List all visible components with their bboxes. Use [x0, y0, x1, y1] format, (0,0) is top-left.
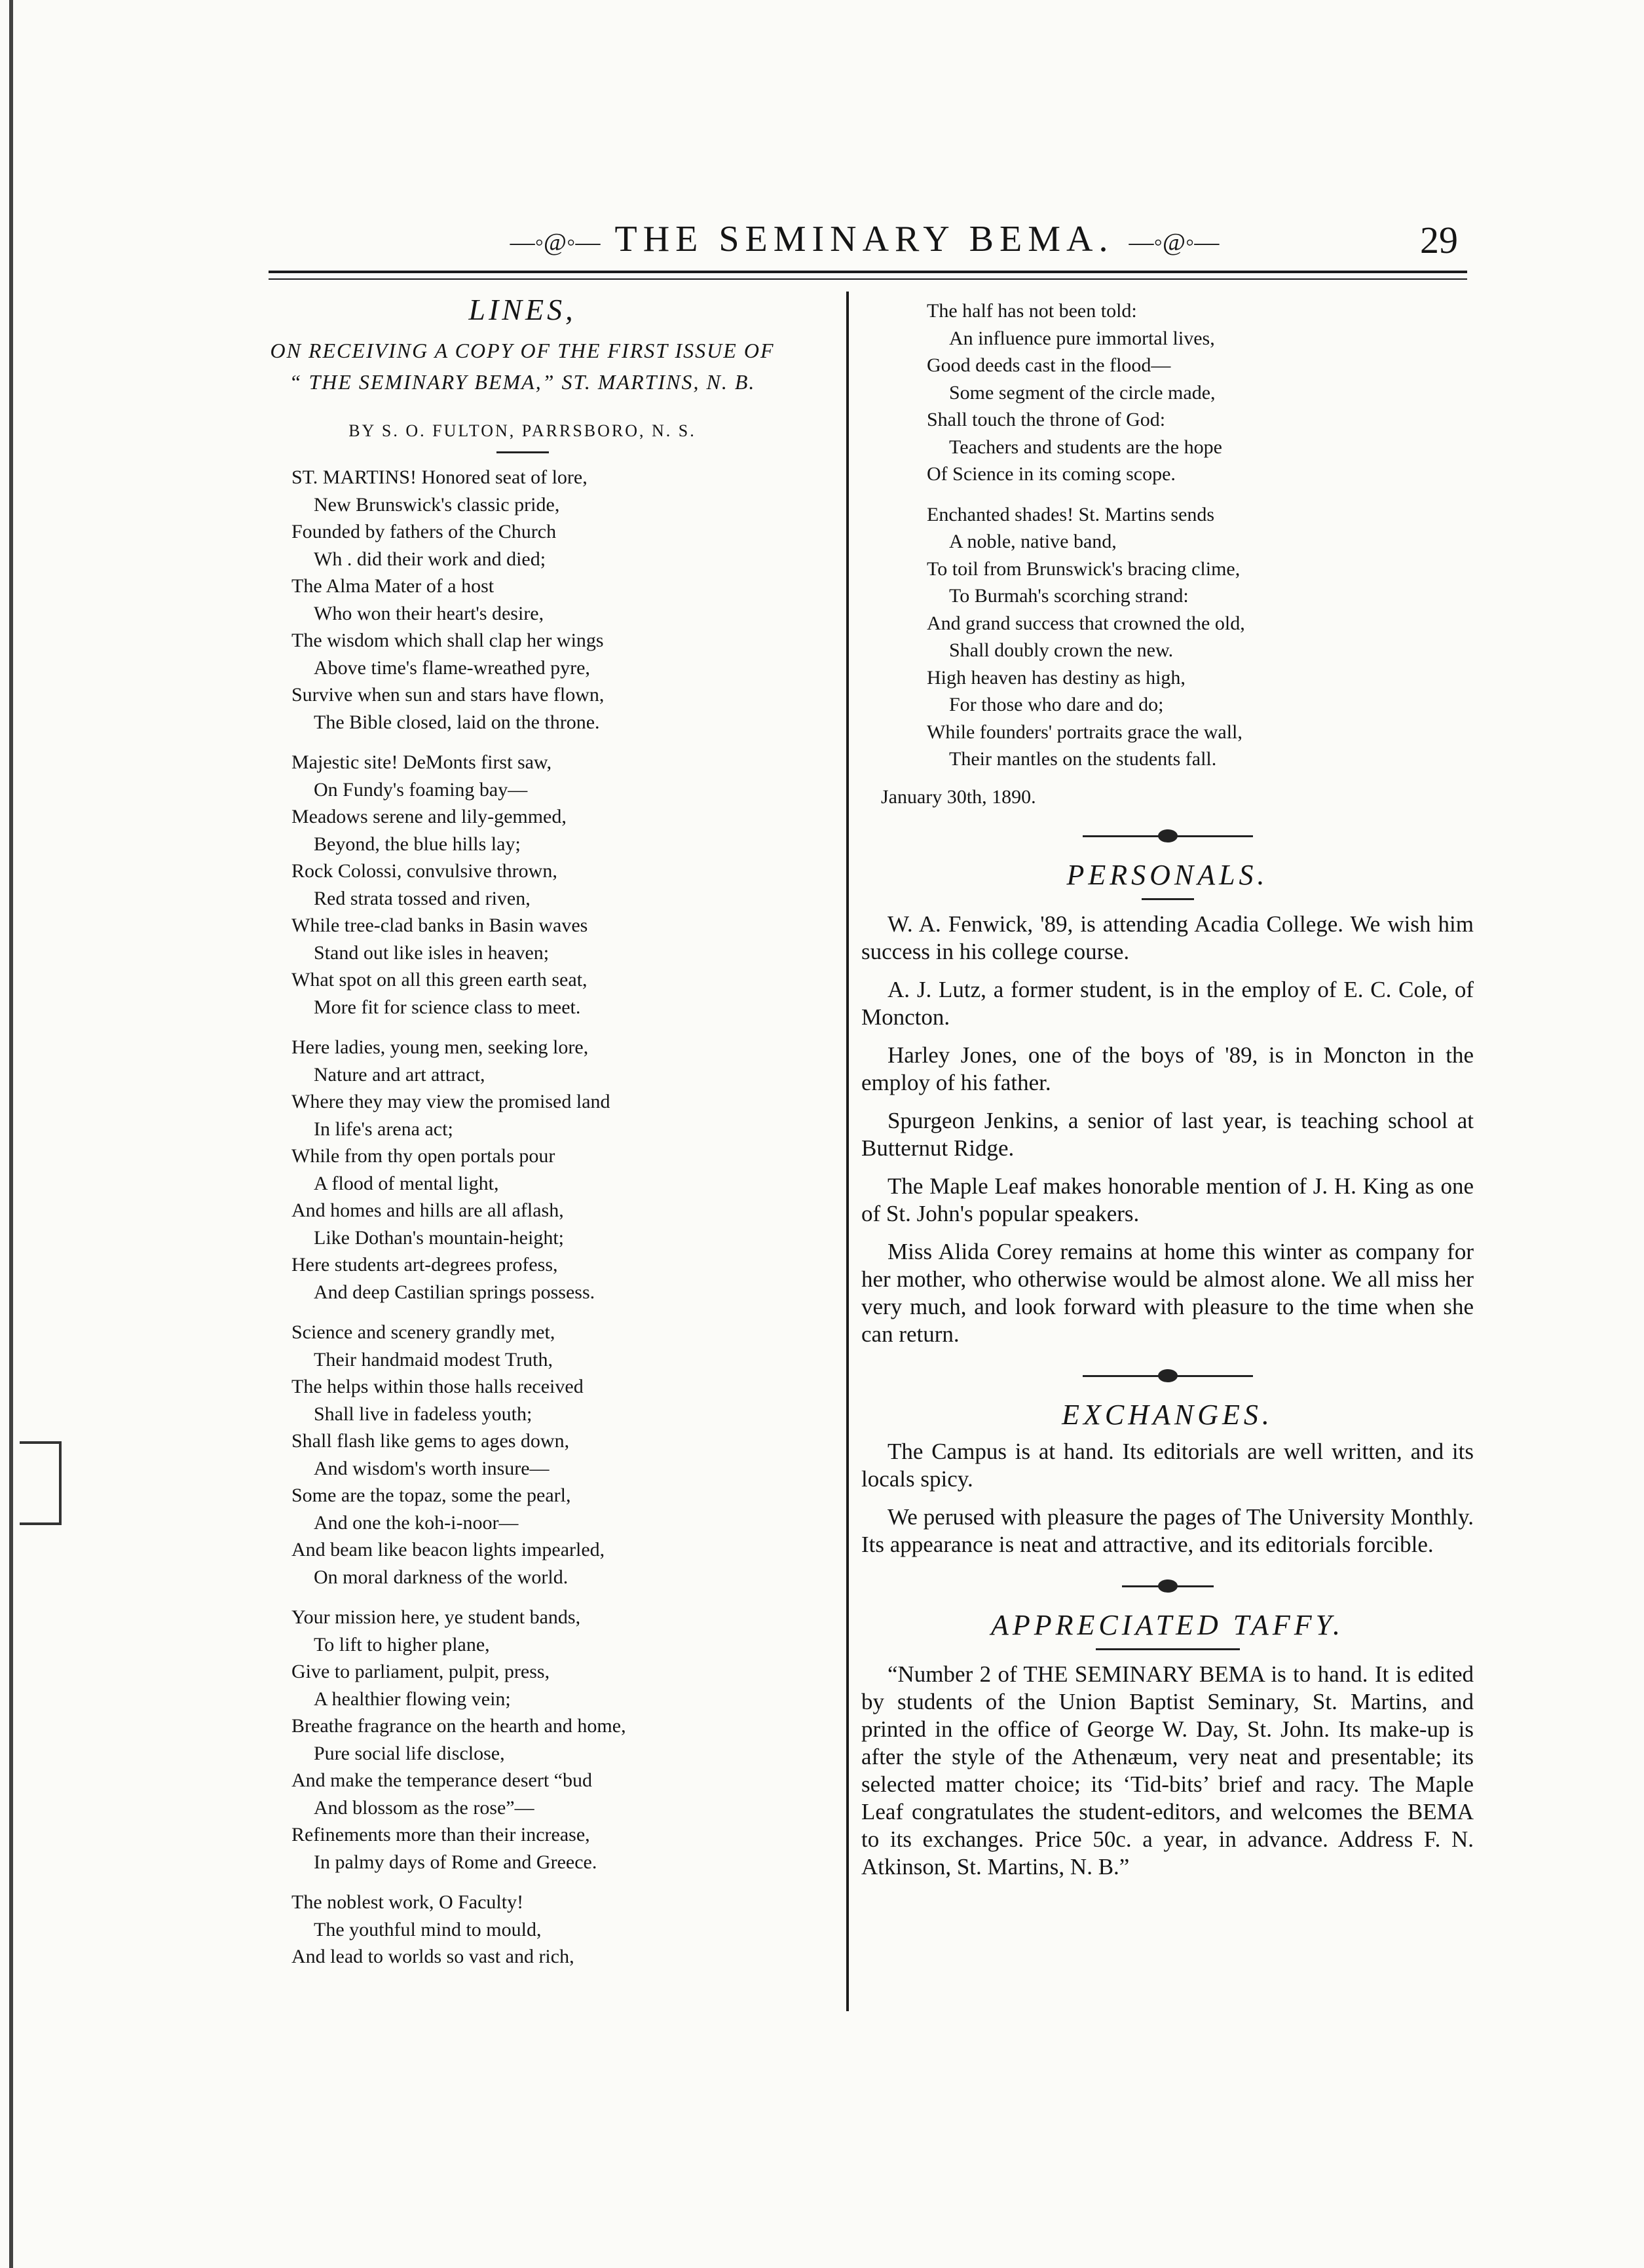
poem-stanza [291, 464, 819, 736]
poem-line: While founders' portraits grace the wall, [927, 721, 1242, 743]
page-number: 29 [1420, 219, 1458, 261]
poem-line: To Burmah's scorching strand: [949, 585, 1189, 607]
poem-line: Pure social life disclose, [314, 1742, 505, 1764]
poem-line: And make the temperance desert “bud [291, 1769, 592, 1791]
header-ornament-left: —◦@◦— [510, 229, 601, 257]
poem-line: The youthful mind to mould, [314, 1918, 542, 1940]
poem-stanza [927, 501, 1474, 773]
poem-line: Of Science in its coming scope. [927, 463, 1176, 485]
poem-line: Shall touch the throne of God: [927, 409, 1166, 430]
poem-line: Stand out like isles in heaven; [314, 941, 550, 964]
poem-line: For those who dare and do; [949, 694, 1164, 715]
personals-body [861, 911, 1474, 1348]
poem-line: Beyond, the blue hills lay; [314, 833, 521, 855]
poem-stanzas-left [226, 464, 819, 1971]
poem-line: Nature and art attract, [314, 1063, 485, 1086]
paragraph: Miss Alida Corey remains at home this winter as company for her mother, who otherwise would be almost alone. We all miss her very much, and look forward with pleasure to the time when she can return. [861, 1238, 1474, 1347]
header-rule-bottom [269, 278, 1467, 280]
paragraph: A. J. Lutz, a former student, is in the employ of E. C. Cole, of Moncton. [861, 976, 1474, 1030]
poem-line: Majestic site! DeMonts first saw, [291, 751, 552, 773]
taffy-heading: APPRECIATED TAFFY. [990, 1608, 1345, 1641]
scan-edge-mark [9, 0, 13, 2268]
poem-line: Shall flash like gems to ages down, [291, 1430, 570, 1452]
personals-heading: PERSONALS. [1066, 858, 1269, 891]
section-separator [1083, 1363, 1253, 1389]
poem-line: Where they may view the promised land [291, 1091, 610, 1112]
poem-line: The helps within those halls received [291, 1376, 584, 1397]
poem-line: And blossom as the rose”— [314, 1796, 534, 1819]
right-column [861, 288, 1474, 1891]
poem-stanza [291, 1319, 819, 1591]
heading-rule [1096, 1648, 1240, 1650]
poem-line: A flood of mental light, [314, 1172, 499, 1194]
poem-line: Give to parliament, pulpit, press, [291, 1661, 550, 1682]
poem-line: ST. MARTINS! Honored seat of lore, [291, 466, 588, 488]
poem-line: Red strata tossed and riven, [314, 887, 531, 909]
poem-subtitle-1: ON RECEIVING A COPY OF THE FIRST ISSUE OF [270, 339, 775, 362]
poem-line: While from thy open portals pour [291, 1145, 555, 1167]
poem-line: And lead to worlds so vast and rich, [291, 1946, 574, 1967]
poem-line: In palmy days of Rome and Greece. [314, 1851, 597, 1873]
paragraph: Spurgeon Jenkins, a senior of last year, is teaching school at Butternut Ridge. [861, 1107, 1474, 1161]
running-header [445, 210, 1284, 269]
poem-line: Teachers and students are the hope [949, 436, 1222, 458]
poem-line: The half has not been told: [927, 300, 1137, 322]
poem-date: January 30th, 1890. [881, 785, 1036, 808]
poem-line: Their mantles on the students fall. [949, 748, 1217, 770]
poem-line: Who won their heart's desire, [314, 602, 544, 624]
poem-line: Shall live in fadeless youth; [314, 1403, 532, 1425]
poem-line: And homes and hills are all aflash, [291, 1200, 564, 1221]
poem-line: On Fundy's foaming bay— [314, 778, 528, 801]
poem-line: In life's arena act; [314, 1118, 453, 1140]
poem-line: And grand success that crowned the old, [927, 612, 1245, 634]
poem-line: And wisdom's worth insure— [314, 1457, 550, 1479]
poem-line: To lift to higher plane, [314, 1633, 490, 1655]
poem-line: Some segment of the circle made, [949, 381, 1216, 404]
poem-line: Enchanted shades! St. Martins sends [927, 503, 1215, 525]
poem-line: And one the koh-i-noor— [314, 1511, 519, 1534]
poem-line: The noblest work, O Faculty! [291, 1891, 524, 1913]
poem-line: A noble, native band, [949, 531, 1117, 552]
heading-rule [1142, 898, 1194, 900]
poem-line: And beam like beacon lights impearled, [291, 1539, 605, 1560]
column-divider [846, 292, 849, 2011]
poem-line: The wisdom which shall clap her wings [291, 630, 604, 651]
poem-stanza [927, 297, 1474, 488]
poem-line: To toil from Brunswick's bracing clime, [927, 558, 1241, 580]
poem-line: Refinements more than their increase, [291, 1824, 590, 1845]
poem-line: The Alma Mater of a host [291, 575, 495, 597]
scan-edge-mark [20, 1441, 62, 1525]
poem-line: Survive when sun and stars have flown, [291, 684, 605, 706]
poem-line: Your mission here, ye student bands, [291, 1606, 581, 1628]
poem-line: Here ladies, young men, seeking lore, [291, 1036, 589, 1058]
paragraph: W. A. Fenwick, '89, is attending Acadia College. We wish him success in his college course. [861, 911, 1474, 964]
poem-line: The Bible closed, laid on the throne. [314, 711, 600, 733]
poem-line: On moral darkness of the world. [314, 1566, 569, 1588]
taffy-body [861, 1661, 1474, 1881]
section-separator [1083, 823, 1253, 849]
paragraph: We perused with pleasure the pages of The University Monthly. Its appearance is neat and attractive, and its editorials forcible. [861, 1503, 1474, 1557]
poem-line: New Brunswick's classic pride, [314, 493, 560, 516]
paragraph: The Maple Leaf makes honorable mention of J. H. King as one of St. John's popular speakers. [861, 1173, 1474, 1226]
poem-line: Founded by fathers of the Church [291, 521, 557, 542]
poem-line: And deep Castilian springs possess. [314, 1281, 595, 1303]
poem-line: Here students art-degrees profess, [291, 1254, 558, 1276]
poem-line: Some are the topaz, some the pearl, [291, 1484, 571, 1506]
poem-line: An influence pure immortal lives, [949, 327, 1215, 349]
poem-line: Above time's flame-wreathed pyre, [314, 656, 590, 679]
paragraph: Harley Jones, one of the boys of '89, is in Moncton in the employ of his father. [861, 1042, 1474, 1095]
journal-title: THE SEMINARY BEMA. [614, 219, 1114, 259]
poem-stanzas-right [861, 297, 1474, 773]
header-ornament-right: —◦@◦— [1129, 229, 1220, 257]
poem-line: What spot on all this green earth seat, [291, 969, 588, 991]
poem-line: Their handmaid modest Truth, [314, 1348, 553, 1370]
poem-line: Meadows serene and lily-gemmed, [291, 806, 567, 827]
poem-line: High heaven has destiny as high, [927, 666, 1186, 689]
poem-line: More fit for science class to meet. [314, 996, 581, 1018]
paragraph: The Campus is at hand. Its editorials are well written, and its locals spicy. [861, 1438, 1474, 1492]
poem-title: LINES, [468, 293, 576, 326]
poem-line: A healthier flowing vein; [314, 1688, 511, 1710]
poem-byline: BY S. O. FULTON, PARRSBORO, N. S. [348, 421, 696, 440]
poem-stanza [291, 1604, 819, 1876]
poem-line: Good deeds cast in the flood— [927, 354, 1171, 376]
poem-line: Science and scenery grandly met, [291, 1321, 555, 1343]
poem-line: Like Dothan's mountain-height; [314, 1226, 565, 1249]
section-separator [1122, 1573, 1214, 1599]
header-rule-top [269, 271, 1467, 273]
poem-line: Shall doubly crown the new. [949, 639, 1174, 661]
byline-rule [496, 451, 549, 453]
poem-line: Wh . did their work and died; [314, 548, 546, 570]
paragraph: “Number 2 of THE SEMINARY BEMA is to hand. It is edited by students of the Union Baptist Seminary, St. Martins, and printed in the office of George W. Day, St. John. Its make-up is after the style of the Athenæum, very neat and presentable; its selected matter choice; its ‘Tid-bits’ brief and racy. The Maple Leaf congratulates the student-editors, and welcomes the BEMA to its exchanges. Price 50c. a year, in advance. Address F. N. Atkinson, St. Martins, N. B.” [861, 1661, 1474, 1880]
poem-subtitle-2: “ THE SEMINARY BEMA,” ST. MARTINS, N. B. [289, 370, 756, 394]
exchanges-heading: EXCHANGES. [1062, 1398, 1273, 1431]
poem-line: Breathe fragrance on the hearth and home, [291, 1715, 626, 1737]
poem-line: Rock Colossi, convulsive thrown, [291, 860, 557, 882]
poem-stanza [291, 749, 819, 1021]
left-column [226, 288, 819, 1984]
poem-stanza [291, 1889, 819, 1971]
exchanges-body [861, 1438, 1474, 1559]
poem-stanza [291, 1034, 819, 1306]
poem-line: While tree-clad banks in Basin waves [291, 915, 588, 936]
